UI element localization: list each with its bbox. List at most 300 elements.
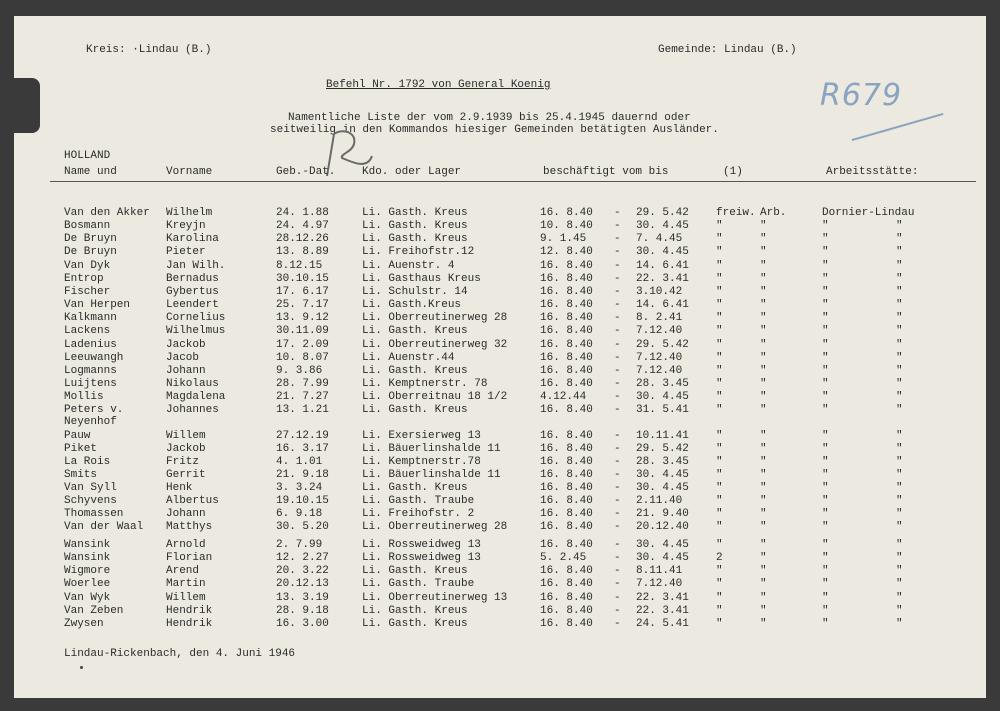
range-dash: - bbox=[614, 299, 621, 311]
cell-mark: " bbox=[760, 286, 767, 298]
cell-birthdate: 17. 6.17 bbox=[276, 286, 329, 298]
cell-to: 28. 3.45 bbox=[636, 456, 689, 468]
cell-workplace: " bbox=[822, 552, 829, 564]
cell-mark: " bbox=[716, 325, 723, 337]
cell-vorname: Johann bbox=[166, 508, 206, 520]
cell-mark: " bbox=[760, 365, 767, 377]
cell-birthdate: 20.12.13 bbox=[276, 578, 329, 590]
range-dash: - bbox=[614, 495, 621, 507]
cell-name: Piket bbox=[64, 443, 98, 455]
cell-workplace: " bbox=[822, 365, 829, 377]
cell-name: Wansink bbox=[64, 552, 111, 564]
cell-location: Li. Exersierweg 13 bbox=[362, 430, 481, 442]
cell-name: Kalkmann bbox=[64, 312, 117, 324]
cell-vorname: Willem bbox=[166, 592, 206, 604]
cell-birthdate: 28.12.26 bbox=[276, 233, 329, 245]
cell-vorname: Hendrik bbox=[166, 605, 213, 617]
cell-from: 16. 8.40 bbox=[540, 605, 593, 617]
cell-vorname: Jacob bbox=[166, 352, 200, 364]
cell-mark: " bbox=[760, 521, 767, 533]
cell-to: 8. 2.41 bbox=[636, 312, 683, 324]
cell-mark: " bbox=[760, 552, 767, 564]
cell-location: Li. Oberreutinerweg 28 bbox=[362, 312, 508, 324]
cell-workplace: " bbox=[822, 430, 829, 442]
cell-mark: " bbox=[716, 391, 723, 403]
cell-location: Li. Gasth. Kreus bbox=[362, 220, 468, 232]
cell-birthdate: 3. 3.24 bbox=[276, 482, 323, 494]
cell-to: 7.12.40 bbox=[636, 325, 683, 337]
cell-from: 5. 2.45 bbox=[540, 552, 587, 564]
cell-mark: " bbox=[716, 578, 723, 590]
cell-vorname: Kreyjn bbox=[166, 220, 206, 232]
cell-workplace: " bbox=[822, 508, 829, 520]
cell-name: Zwysen bbox=[64, 618, 104, 630]
cell-workplace: " bbox=[822, 378, 829, 390]
cell-to: 30. 4.45 bbox=[636, 482, 689, 494]
cell-location: Li. Freihofstr.12 bbox=[362, 246, 475, 258]
cell-birthdate: 13. 1.21 bbox=[276, 404, 329, 416]
cell-workplace: " bbox=[822, 495, 829, 507]
range-dash: - bbox=[614, 391, 621, 403]
cell-to: 30. 4.45 bbox=[636, 246, 689, 258]
cell-mark: 2 bbox=[716, 552, 723, 564]
cell-vorname: Karolina bbox=[166, 233, 219, 245]
cell-name: Entrop bbox=[64, 273, 104, 285]
cell-to: 30. 4.45 bbox=[636, 469, 689, 481]
cell-mark: " bbox=[896, 352, 903, 364]
cell-vorname: Bernadus bbox=[166, 273, 219, 285]
cell-mark: " bbox=[760, 539, 767, 551]
cell-workplace: " bbox=[822, 312, 829, 324]
cell-mark: " bbox=[760, 482, 767, 494]
cell-from: 16. 8.40 bbox=[540, 430, 593, 442]
cell-name: Fischer bbox=[64, 286, 111, 298]
cell-to: 22. 3.41 bbox=[636, 273, 689, 285]
cell-from: 16. 8.40 bbox=[540, 443, 593, 455]
cell-mark: " bbox=[760, 312, 767, 324]
cell-birthdate: 24. 1.88 bbox=[276, 207, 329, 219]
cell-mark: " bbox=[896, 482, 903, 494]
range-dash: - bbox=[614, 430, 621, 442]
cell-mark: " bbox=[760, 456, 767, 468]
range-dash: - bbox=[614, 378, 621, 390]
cell-birthdate: 30.10.15 bbox=[276, 273, 329, 285]
cell-name: Thomassen bbox=[64, 508, 124, 520]
column-header: beschäftigt vom bis bbox=[543, 166, 669, 178]
cell-location: Li. Gasth. Kreus bbox=[362, 482, 468, 494]
range-dash: - bbox=[614, 456, 621, 468]
cell-birthdate: 20. 3.22 bbox=[276, 565, 329, 577]
cell-name: Wigmore bbox=[64, 565, 111, 577]
cell-location: Li. Gasthaus Kreus bbox=[362, 273, 481, 285]
range-dash: - bbox=[614, 246, 621, 258]
range-dash: - bbox=[614, 592, 621, 604]
cell-name: Leeuwangh bbox=[64, 352, 124, 364]
cell-workplace: " bbox=[822, 325, 829, 337]
cell-to: 30. 4.45 bbox=[636, 539, 689, 551]
cell-workplace: " bbox=[822, 443, 829, 455]
cell-from: 16. 8.40 bbox=[540, 578, 593, 590]
cell-workplace: " bbox=[822, 339, 829, 351]
range-dash: - bbox=[614, 325, 621, 337]
cell-location: Li. Gasth. Kreus bbox=[362, 233, 468, 245]
cell-name: De Bruyn bbox=[64, 246, 117, 258]
cell-name: Van den Akker bbox=[64, 207, 150, 219]
cell-to: 29. 5.42 bbox=[636, 339, 689, 351]
range-dash: - bbox=[614, 220, 621, 232]
cell-mark: " bbox=[896, 233, 903, 245]
cell-location: Li. Schulstr. 14 bbox=[362, 286, 468, 298]
cell-location: Li. Gasth. Kreus bbox=[362, 325, 468, 337]
cell-to: 30. 4.45 bbox=[636, 391, 689, 403]
cell-location: Li. Gasth. Kreus bbox=[362, 404, 468, 416]
cell-from: 16. 8.40 bbox=[540, 521, 593, 533]
cell-to: 10.11.41 bbox=[636, 430, 689, 442]
cell-mark: " bbox=[896, 286, 903, 298]
cell-mark: " bbox=[896, 339, 903, 351]
cell-mark: " bbox=[716, 378, 723, 390]
cell-name: Ladenius bbox=[64, 339, 117, 351]
cell-birthdate: 21. 7.27 bbox=[276, 391, 329, 403]
cell-mark: freiw. bbox=[716, 207, 756, 219]
cell-mark: " bbox=[896, 378, 903, 390]
cell-from: 16. 8.40 bbox=[540, 325, 593, 337]
cell-to: 7. 4.45 bbox=[636, 233, 683, 245]
cell-birthdate: 27.12.19 bbox=[276, 430, 329, 442]
cell-workplace: " bbox=[822, 565, 829, 577]
cell-name: Van Wyk bbox=[64, 592, 111, 604]
cell-workplace: " bbox=[822, 482, 829, 494]
cell-vorname: Hendrik bbox=[166, 618, 213, 630]
cell-name: Van Zeben bbox=[64, 605, 124, 617]
cell-vorname: Martin bbox=[166, 578, 206, 590]
ink-dot bbox=[80, 666, 83, 669]
cell-from: 12. 8.40 bbox=[540, 246, 593, 258]
cell-vorname: Nikolaus bbox=[166, 378, 219, 390]
range-dash: - bbox=[614, 312, 621, 324]
cell-mark: " bbox=[716, 618, 723, 630]
cell-to: 3.10.42 bbox=[636, 286, 683, 298]
cell-birthdate: 4. 1.01 bbox=[276, 456, 323, 468]
range-dash: - bbox=[614, 565, 621, 577]
cell-mark: " bbox=[896, 508, 903, 520]
cell-mark: " bbox=[896, 592, 903, 604]
cell-to: 7.12.40 bbox=[636, 365, 683, 377]
cell-mark: " bbox=[896, 246, 903, 258]
cell-vorname: Gybertus bbox=[166, 286, 219, 298]
cell-from: 16. 8.40 bbox=[540, 539, 593, 551]
cell-mark: " bbox=[716, 539, 723, 551]
cell-birthdate: 10. 8.07 bbox=[276, 352, 329, 364]
cell-vorname: Henk bbox=[166, 482, 193, 494]
cell-name: Van Herpen bbox=[64, 299, 131, 311]
cell-mark: " bbox=[896, 430, 903, 442]
range-dash: - bbox=[614, 233, 621, 245]
cell-from: 9. 1.45 bbox=[540, 233, 587, 245]
cell-name: Van der Waal bbox=[64, 521, 144, 533]
cell-from: 16. 8.40 bbox=[540, 565, 593, 577]
cell-name: Wansink bbox=[64, 539, 111, 551]
cell-mark: " bbox=[896, 456, 903, 468]
column-header: Vorname bbox=[166, 166, 213, 178]
range-dash: - bbox=[614, 260, 621, 272]
cell-vorname: Magdalena bbox=[166, 391, 226, 403]
cell-mark: " bbox=[716, 404, 723, 416]
punch-hole bbox=[14, 78, 40, 133]
cell-mark: " bbox=[760, 325, 767, 337]
cell-vorname: Fritz bbox=[166, 456, 200, 468]
cell-workplace: " bbox=[822, 592, 829, 604]
cell-to: 24. 5.41 bbox=[636, 618, 689, 630]
cell-mark: Arb. bbox=[760, 207, 787, 219]
range-dash: - bbox=[614, 469, 621, 481]
cell-name: La Rois bbox=[64, 456, 111, 468]
cell-mark: " bbox=[760, 233, 767, 245]
range-dash: - bbox=[614, 339, 621, 351]
cell-mark: " bbox=[760, 246, 767, 258]
cell-mark: " bbox=[896, 260, 903, 272]
order-title: Befehl Nr. 1792 von General Koenig bbox=[326, 79, 551, 91]
cell-from: 16. 8.40 bbox=[540, 378, 593, 390]
cell-vorname: Matthys bbox=[166, 521, 213, 533]
cell-to: 2.11.40 bbox=[636, 495, 683, 507]
cell-mark: " bbox=[716, 299, 723, 311]
cell-name: Mollis bbox=[64, 391, 104, 403]
cell-workplace: " bbox=[822, 352, 829, 364]
cell-birthdate: 16. 3.17 bbox=[276, 443, 329, 455]
cell-mark: " bbox=[716, 592, 723, 604]
cell-vorname: Leendert bbox=[166, 299, 219, 311]
cell-name: Pauw bbox=[64, 430, 91, 442]
cell-mark: " bbox=[716, 443, 723, 455]
range-dash: - bbox=[614, 207, 621, 219]
cell-mark: " bbox=[760, 273, 767, 285]
cell-workplace: " bbox=[822, 456, 829, 468]
cell-workplace: " bbox=[822, 469, 829, 481]
cell-mark: " bbox=[896, 521, 903, 533]
cell-mark: " bbox=[760, 404, 767, 416]
column-header: Name und bbox=[64, 166, 117, 178]
cell-mark: " bbox=[896, 404, 903, 416]
cell-mark: " bbox=[896, 495, 903, 507]
cell-from: 16. 8.40 bbox=[540, 312, 593, 324]
cell-birthdate: 21. 9.18 bbox=[276, 469, 329, 481]
cell-to: 29. 5.42 bbox=[636, 207, 689, 219]
cell-location: Li. Rossweidweg 13 bbox=[362, 552, 481, 564]
cell-to: 30. 4.45 bbox=[636, 220, 689, 232]
range-dash: - bbox=[614, 443, 621, 455]
range-dash: - bbox=[614, 286, 621, 298]
cell-vorname: Jan Wilh. bbox=[166, 260, 226, 272]
cell-location: Li. Oberreitnau 18 1/2 bbox=[362, 391, 508, 403]
cell-birthdate: 24. 4.97 bbox=[276, 220, 329, 232]
cell-name: Logmanns bbox=[64, 365, 117, 377]
range-dash: - bbox=[614, 404, 621, 416]
cell-from: 16. 8.40 bbox=[540, 618, 593, 630]
cell-mark: " bbox=[760, 352, 767, 364]
cell-workplace: " bbox=[822, 391, 829, 403]
cell-workplace: " bbox=[822, 299, 829, 311]
cell-mark: " bbox=[716, 565, 723, 577]
cell-to: 14. 6.41 bbox=[636, 260, 689, 272]
cell-mark: " bbox=[760, 605, 767, 617]
cell-location: Li. Gasth. Kreus bbox=[362, 565, 468, 577]
cell-birthdate: 19.10.15 bbox=[276, 495, 329, 507]
cell-vorname: Gerrit bbox=[166, 469, 206, 481]
cell-to: 20.12.40 bbox=[636, 521, 689, 533]
cell-birthdate: 30.11.09 bbox=[276, 325, 329, 337]
cell-mark: " bbox=[896, 220, 903, 232]
cell-workplace: " bbox=[822, 539, 829, 551]
cell-mark: " bbox=[896, 443, 903, 455]
cell-from: 4.12.44 bbox=[540, 391, 587, 403]
range-dash: - bbox=[614, 552, 621, 564]
cell-from: 16. 8.40 bbox=[540, 495, 593, 507]
column-header: Geb.-Dat. bbox=[276, 166, 336, 178]
cell-mark: " bbox=[760, 469, 767, 481]
cell-vorname: Johannes bbox=[166, 404, 219, 416]
cell-vorname: Jackob bbox=[166, 339, 206, 351]
cell-name: Smits bbox=[64, 469, 98, 481]
cell-vorname: Jackob bbox=[166, 443, 206, 455]
cell-to: 7.12.40 bbox=[636, 352, 683, 364]
cell-mark: " bbox=[716, 220, 723, 232]
cell-mark: " bbox=[716, 605, 723, 617]
cell-birthdate: 13. 3.19 bbox=[276, 592, 329, 604]
cell-birthdate: 25. 7.17 bbox=[276, 299, 329, 311]
cell-mark: " bbox=[716, 312, 723, 324]
archive-stamp: R679 bbox=[820, 78, 903, 113]
cell-workplace: " bbox=[822, 404, 829, 416]
cell-to: 29. 5.42 bbox=[636, 443, 689, 455]
cell-mark: " bbox=[716, 286, 723, 298]
cell-name: Schyvens bbox=[64, 495, 117, 507]
cell-name: Woerlee bbox=[64, 578, 111, 590]
cell-birthdate: 2. 7.99 bbox=[276, 539, 323, 551]
cell-birthdate: 13. 8.89 bbox=[276, 246, 329, 258]
cell-from: 16. 8.40 bbox=[540, 260, 593, 272]
range-dash: - bbox=[614, 578, 621, 590]
cell-from: 10. 8.40 bbox=[540, 220, 593, 232]
cell-vorname: Arnold bbox=[166, 539, 206, 551]
cell-mark: " bbox=[716, 352, 723, 364]
range-dash: - bbox=[614, 273, 621, 285]
range-dash: - bbox=[614, 605, 621, 617]
cell-workplace: " bbox=[822, 273, 829, 285]
cell-from: 16. 8.40 bbox=[540, 508, 593, 520]
cell-location: Li. Oberreutinerweg 28 bbox=[362, 521, 508, 533]
cell-to: 22. 3.41 bbox=[636, 592, 689, 604]
cell-name: Luijtens bbox=[64, 378, 117, 390]
cell-location: Li. Bäuerlinshalde 11 bbox=[362, 443, 501, 455]
cell-mark: " bbox=[760, 299, 767, 311]
cell-mark: " bbox=[716, 495, 723, 507]
cell-birthdate: 8.12.15 bbox=[276, 260, 323, 272]
cell-mark: " bbox=[760, 260, 767, 272]
cell-mark: " bbox=[760, 378, 767, 390]
cell-name: Van Dyk bbox=[64, 260, 111, 272]
cell-workplace: " bbox=[822, 521, 829, 533]
cell-location: Li. Gasth. Kreus bbox=[362, 605, 468, 617]
cell-location: Li. Oberreutinerweg 32 bbox=[362, 339, 508, 351]
cell-to: 8.11.41 bbox=[636, 565, 683, 577]
country-heading: HOLLAND bbox=[64, 150, 111, 162]
cell-mark: " bbox=[716, 365, 723, 377]
cell-vorname: Albertus bbox=[166, 495, 219, 507]
cell-mark: " bbox=[760, 443, 767, 455]
cell-name: De Bruyn bbox=[64, 233, 117, 245]
cell-mark: " bbox=[716, 469, 723, 481]
cell-from: 16. 8.40 bbox=[540, 339, 593, 351]
cell-from: 16. 8.40 bbox=[540, 456, 593, 468]
cell-mark: " bbox=[716, 430, 723, 442]
column-header: (1) bbox=[723, 166, 743, 178]
cell-location: Li. Gasth. Kreus bbox=[362, 618, 468, 630]
cell-vorname: Wilhelmus bbox=[166, 325, 226, 337]
cell-mark: " bbox=[760, 618, 767, 630]
gemeinde-label: Gemeinde: Lindau (B.) bbox=[658, 44, 797, 56]
cell-workplace: " bbox=[822, 220, 829, 232]
cell-location: Li. Gasth. Traube bbox=[362, 578, 475, 590]
range-dash: - bbox=[614, 539, 621, 551]
cell-mark: " bbox=[760, 391, 767, 403]
cell-from: 16. 8.40 bbox=[540, 482, 593, 494]
cell-name: Peters v. Neyenhof bbox=[64, 404, 124, 428]
cell-mark: " bbox=[716, 482, 723, 494]
cell-location: Li. Oberreutinerweg 13 bbox=[362, 592, 508, 604]
cell-from: 16. 8.40 bbox=[540, 286, 593, 298]
cell-from: 16. 8.40 bbox=[540, 469, 593, 481]
cell-to: 7.12.40 bbox=[636, 578, 683, 590]
cell-mark: " bbox=[716, 273, 723, 285]
range-dash: - bbox=[614, 618, 621, 630]
cell-location: Li. Rossweidweg 13 bbox=[362, 539, 481, 551]
cell-from: 16. 8.40 bbox=[540, 299, 593, 311]
cell-workplace: " bbox=[822, 246, 829, 258]
range-dash: - bbox=[614, 365, 621, 377]
cell-to: 22. 3.41 bbox=[636, 605, 689, 617]
cell-mark: " bbox=[760, 578, 767, 590]
cell-mark: " bbox=[716, 456, 723, 468]
cell-birthdate: 13. 9.12 bbox=[276, 312, 329, 324]
cell-mark: " bbox=[760, 565, 767, 577]
cell-mark: " bbox=[716, 246, 723, 258]
cell-location: Li. Gasth. Traube bbox=[362, 495, 475, 507]
cell-location: Li. Freihofstr. 2 bbox=[362, 508, 475, 520]
column-header: Arbeitsstätte: bbox=[826, 166, 919, 178]
cell-mark: " bbox=[760, 220, 767, 232]
cell-mark: " bbox=[716, 339, 723, 351]
cell-location: Li. Gasth. Kreus bbox=[362, 365, 468, 377]
cell-to: 21. 9.40 bbox=[636, 508, 689, 520]
cell-workplace: " bbox=[822, 260, 829, 272]
cell-from: 16. 8.40 bbox=[540, 592, 593, 604]
cell-vorname: Pieter bbox=[166, 246, 206, 258]
cell-mark: " bbox=[896, 578, 903, 590]
cell-location: Li. Auenstr. 4 bbox=[362, 260, 455, 272]
intro-line-1: Namentliche Liste der vom 2.9.1939 bis 25.4.1945 dauernd oder bbox=[288, 112, 691, 124]
cell-name: Van Syll bbox=[64, 482, 117, 494]
footer-place-date: Lindau-Rickenbach, den 4. Juni 1946 bbox=[64, 648, 296, 660]
cell-mark: " bbox=[760, 339, 767, 351]
cell-birthdate: 17. 2.09 bbox=[276, 339, 329, 351]
cell-location: Li. Kemptnerstr. 78 bbox=[362, 378, 488, 390]
cell-workplace: " bbox=[822, 578, 829, 590]
cell-mark: " bbox=[716, 521, 723, 533]
range-dash: - bbox=[614, 521, 621, 533]
cell-mark: " bbox=[716, 233, 723, 245]
cell-vorname: Wilhelm bbox=[166, 207, 213, 219]
